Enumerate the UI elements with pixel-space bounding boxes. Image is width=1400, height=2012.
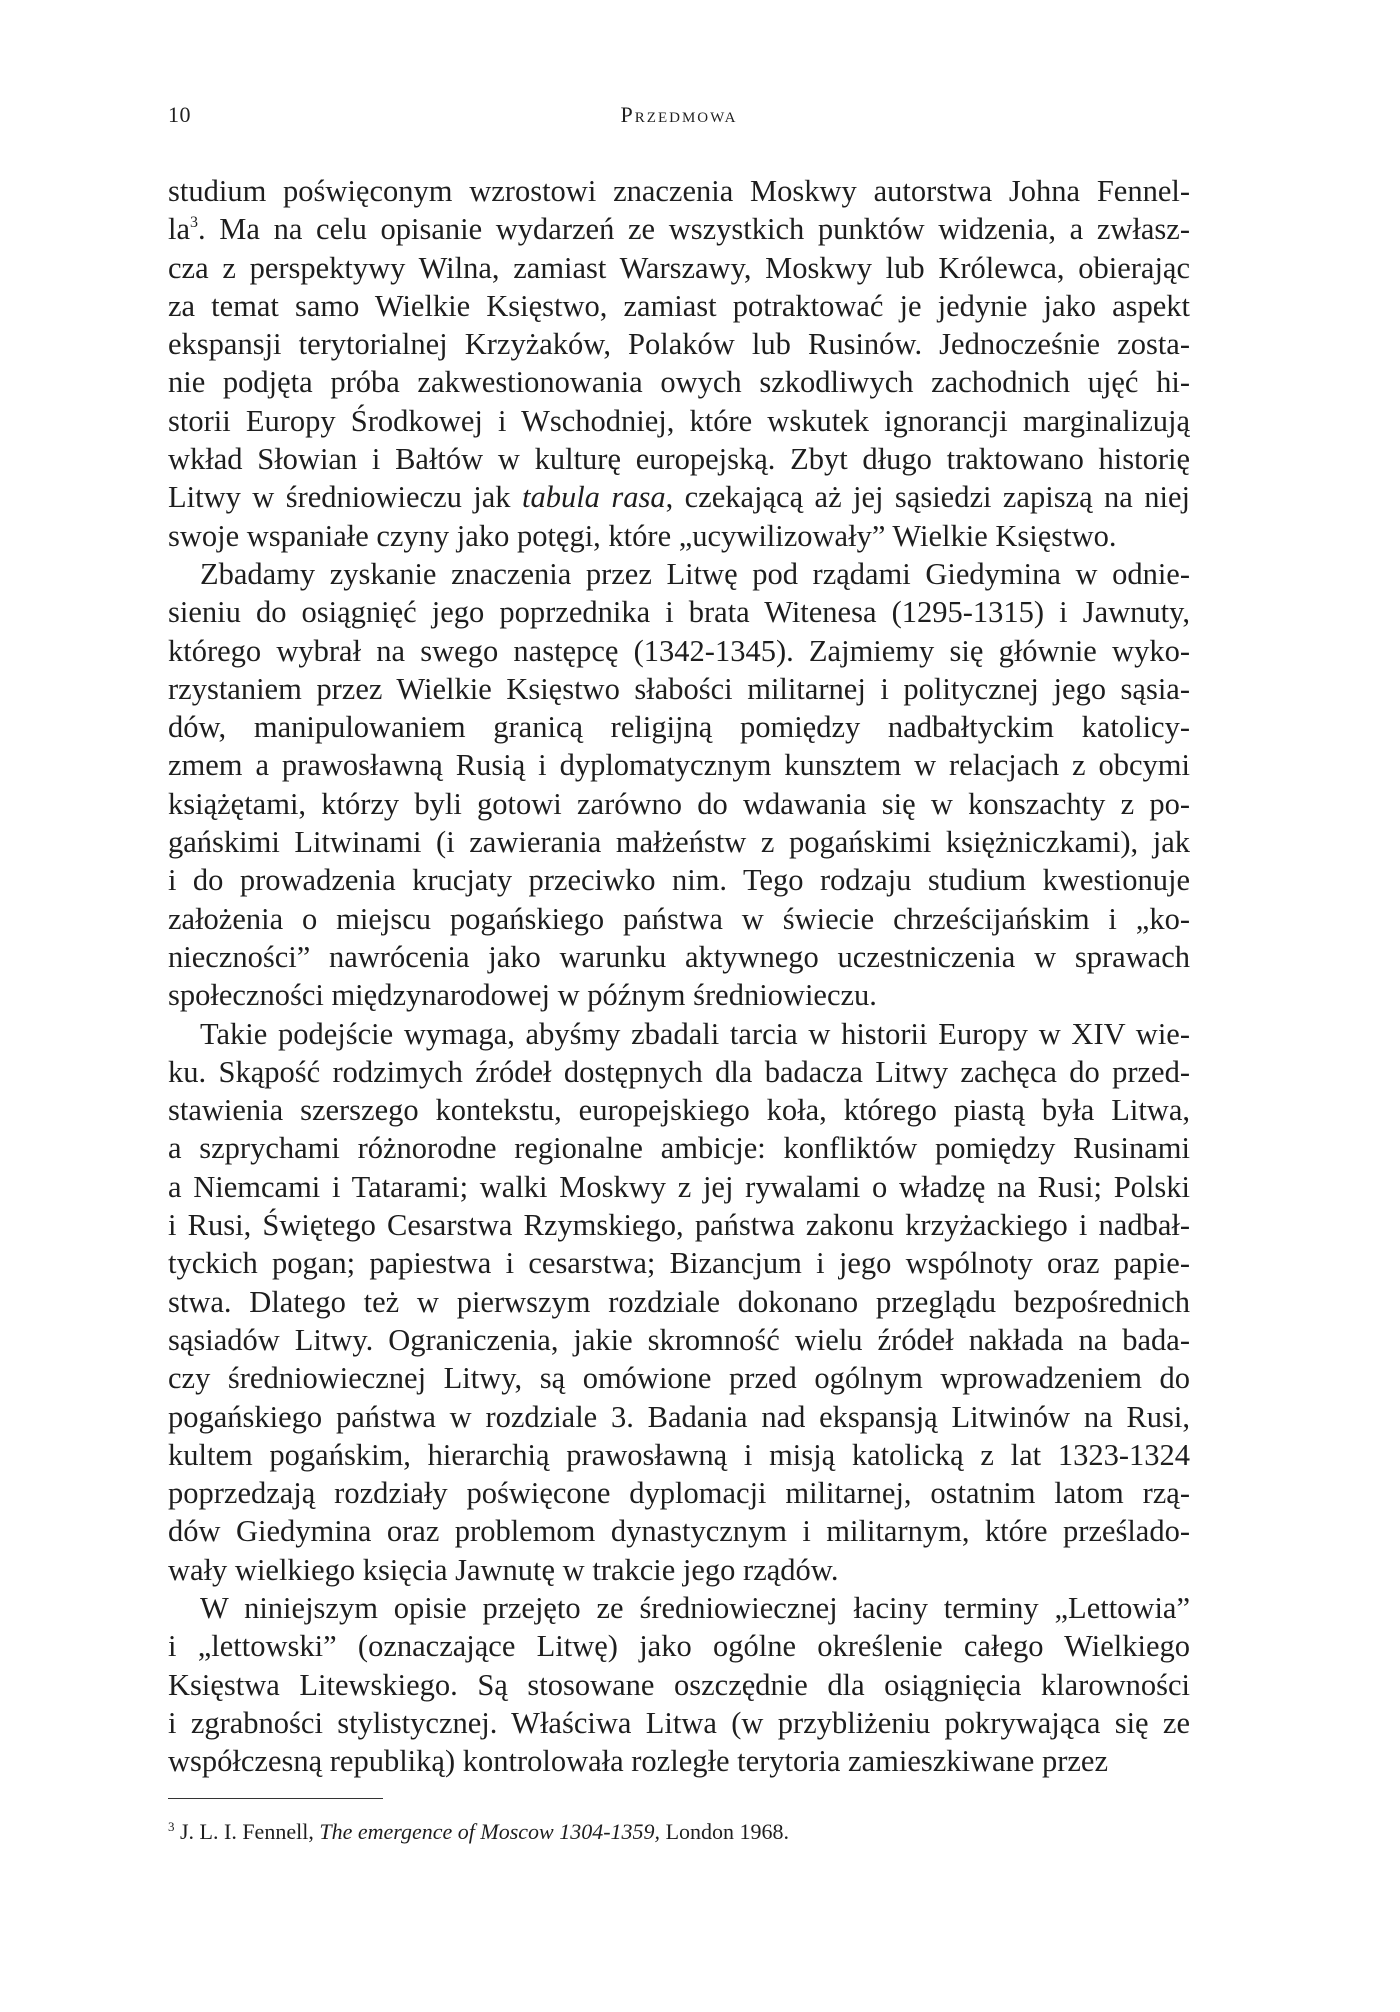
paragraph (168, 555, 1190, 1015)
text-line: współczesną republiką) kontrolowała rozległe terytoria zamieszkiwane przez (168, 1744, 1108, 1779)
footnote (168, 1818, 1190, 1846)
text-line: i zgrabności stylistycznej. Właściwa Litwa (w przybliżeniu pokrywająca się ze (168, 1705, 1190, 1740)
text-line: Księstwa Litewskiego. Są stosowane oszczędnie dla osiągnięcia klarowności (168, 1667, 1190, 1702)
text-line: wały wielkiego księcia Jawnutę w trakcie jego rządów. (168, 1552, 839, 1587)
text-line: ekspansji terytorialnej Krzyżaków, Polaków lub Rusinów. Jednocześnie zosta- (168, 327, 1190, 362)
text-line: sieniu do osiągnięć jego poprzednika i brata Witenesa (1295-1315) i Jawnuty, (168, 595, 1190, 630)
text-line: pogańskiego państwa w rozdziale 3. Badania nad ekspansją Litwinów na Rusi, (168, 1399, 1190, 1434)
running-head (168, 102, 1190, 134)
text-line: nie podjęta próba zakwestionowania owych szkodliwych zachodnich ujęć hi- (168, 365, 1190, 400)
text-line: storii Europy Środkowej i Wschodniej, które wskutek ignorancji marginalizują (168, 403, 1190, 438)
text-line: książętami, którzy byli gotowi zarówno do wdawania się w konszachty z po- (168, 786, 1190, 821)
page-number: 10 (168, 102, 191, 127)
text-line: $la^3$. Ma na celu opisanie wydarzeń ze wszystkich punktów widzenia, a zwłasz- (168, 212, 1190, 247)
text-line: cza z perspektywy Wilna, zamiast Warszawy, Moskwy lub Królewca, obierając (168, 250, 1190, 285)
text-line: W niniejszym opisie przejęto ze średniowiecznej łaciny terminy „Lettowia” (200, 1590, 1190, 1625)
text-line: stawienia szerszego kontekstu, europejskiego koła, którego piastą była Litwa, (168, 1093, 1190, 1128)
text-line: i do prowadzenia krucjaty przeciwko nim. Tego rodzaju studium kwestionuje (168, 863, 1190, 898)
footnote-title: The emergence of Moscow 1304-1359, (319, 1819, 661, 1844)
text-line: sąsiadów Litwy. Ograniczenia, jakie skromność wielu źródeł nakłada na bada- (168, 1322, 1190, 1357)
text-line: założenia o miejscu pogańskiego państwa w świecie chrześcijańskim i „ko- (168, 901, 1190, 936)
paragraph (168, 172, 1190, 555)
body-text (168, 172, 1190, 1780)
text-line: i „lettowski” (oznaczające Litwę) jako ogólne określenie całego Wielkiego (168, 1629, 1190, 1664)
text-line: Litwy w średniowieczu jak tabula rasa, czekającą aż jej sąsiedzi zapiszą na niej (168, 480, 1190, 515)
paragraph (168, 1589, 1190, 1780)
text-line: ku. Skąpość rodzimych źródeł dostępnych dla badacza Litwy zachęca do przed- (168, 1054, 1190, 1089)
text-line: nieczności” nawrócenia jako warunku aktywnego uczestniczenia w sprawach (168, 939, 1190, 974)
text-line: zmem a prawosławną Rusią i dyplomatycznym kunsztem w relacjach z obcymi (168, 748, 1190, 783)
text-line: studium poświęconym wzrostowi znaczenia Moskwy autorstwa Johna Fennel- (168, 174, 1190, 208)
footnote-rest: London 1968. (665, 1819, 790, 1844)
text-line: wkład Słowian i Bałtów w kulturę europejską. Zbyt długo traktowano historię (168, 442, 1190, 477)
text-line: tyckich pogan; papiestwa i cesarstwa; Bizancjum i jego wspólnoty oraz papie- (168, 1246, 1190, 1281)
text-line: stwa. Dlatego też w pierwszym rozdziale dokonano przeglądu bezpośrednich (168, 1284, 1190, 1319)
text-line: społeczności międzynarodowej w późnym średniowieczu. (168, 978, 877, 1013)
paragraph (168, 1015, 1190, 1589)
text-line: a szprychami różnorodne regionalne ambicje: konfliktów pomiędzy Rusinami (168, 1131, 1190, 1166)
text-line: czy średniowiecznej Litwy, są omówione przed ogólnym wprowadzeniem do (168, 1361, 1190, 1396)
text-line: dów, manipulowaniem granicą religijną pomiędzy nadbałtyckim katolicy- (168, 710, 1190, 745)
text-line: poprzedzają rozdziały poświęcone dyplomacji militarnej, ostatnim latom rzą- (168, 1476, 1190, 1511)
text-line: a Niemcami i Tatarami; walki Moskwy z jej rywalami o władzę na Rusi; Polski (168, 1169, 1190, 1204)
footnote-author: J. L. I. Fennell, (180, 1819, 320, 1844)
text-line: Zbadamy zyskanie znaczenia przez Litwę pod rządami Giedymina w odnie- (200, 556, 1190, 591)
text-line: rzystaniem przez Wielkie Księstwo słabości militarnej i politycznej jego sąsia- (168, 671, 1190, 706)
footnote-divider (168, 1798, 383, 1799)
text-line: którego wybrał na swego następcę (1342-1345). Zajmiemy się głównie wyko- (168, 633, 1190, 668)
text-line: kultem pogańskim, hierarchią prawosławną i misją katolicką z lat 1323-1324 (168, 1437, 1190, 1472)
text-line: swoje wspaniałe czyny jako potęgi, które „ucywilizowały” Wielkie Księstwo. (168, 518, 1117, 553)
running-title: Przedmowa (620, 102, 738, 127)
text-line: dów Giedymina oraz problemom dynastycznym i militarnym, które prześlado- (168, 1514, 1190, 1549)
text-line: Takie podejście wymaga, abyśmy zbadali tarcia w historii Europy w XIV wie- (200, 1016, 1190, 1051)
text-line: i Rusi, Świętego Cesarstwa Rzymskiego, państwa zakonu krzyżackiego i nadbał- (168, 1208, 1190, 1243)
text-line: za temat samo Wielkie Księstwo, zamiast potraktować je jedynie jako aspekt (168, 288, 1190, 323)
footnote-marker: 3 (168, 1819, 175, 1834)
book-page (168, 0, 1190, 2012)
text-line: gańskimi Litwinami (i zawierania małżeństw z pogańskimi księżniczkami), jak (168, 825, 1190, 860)
